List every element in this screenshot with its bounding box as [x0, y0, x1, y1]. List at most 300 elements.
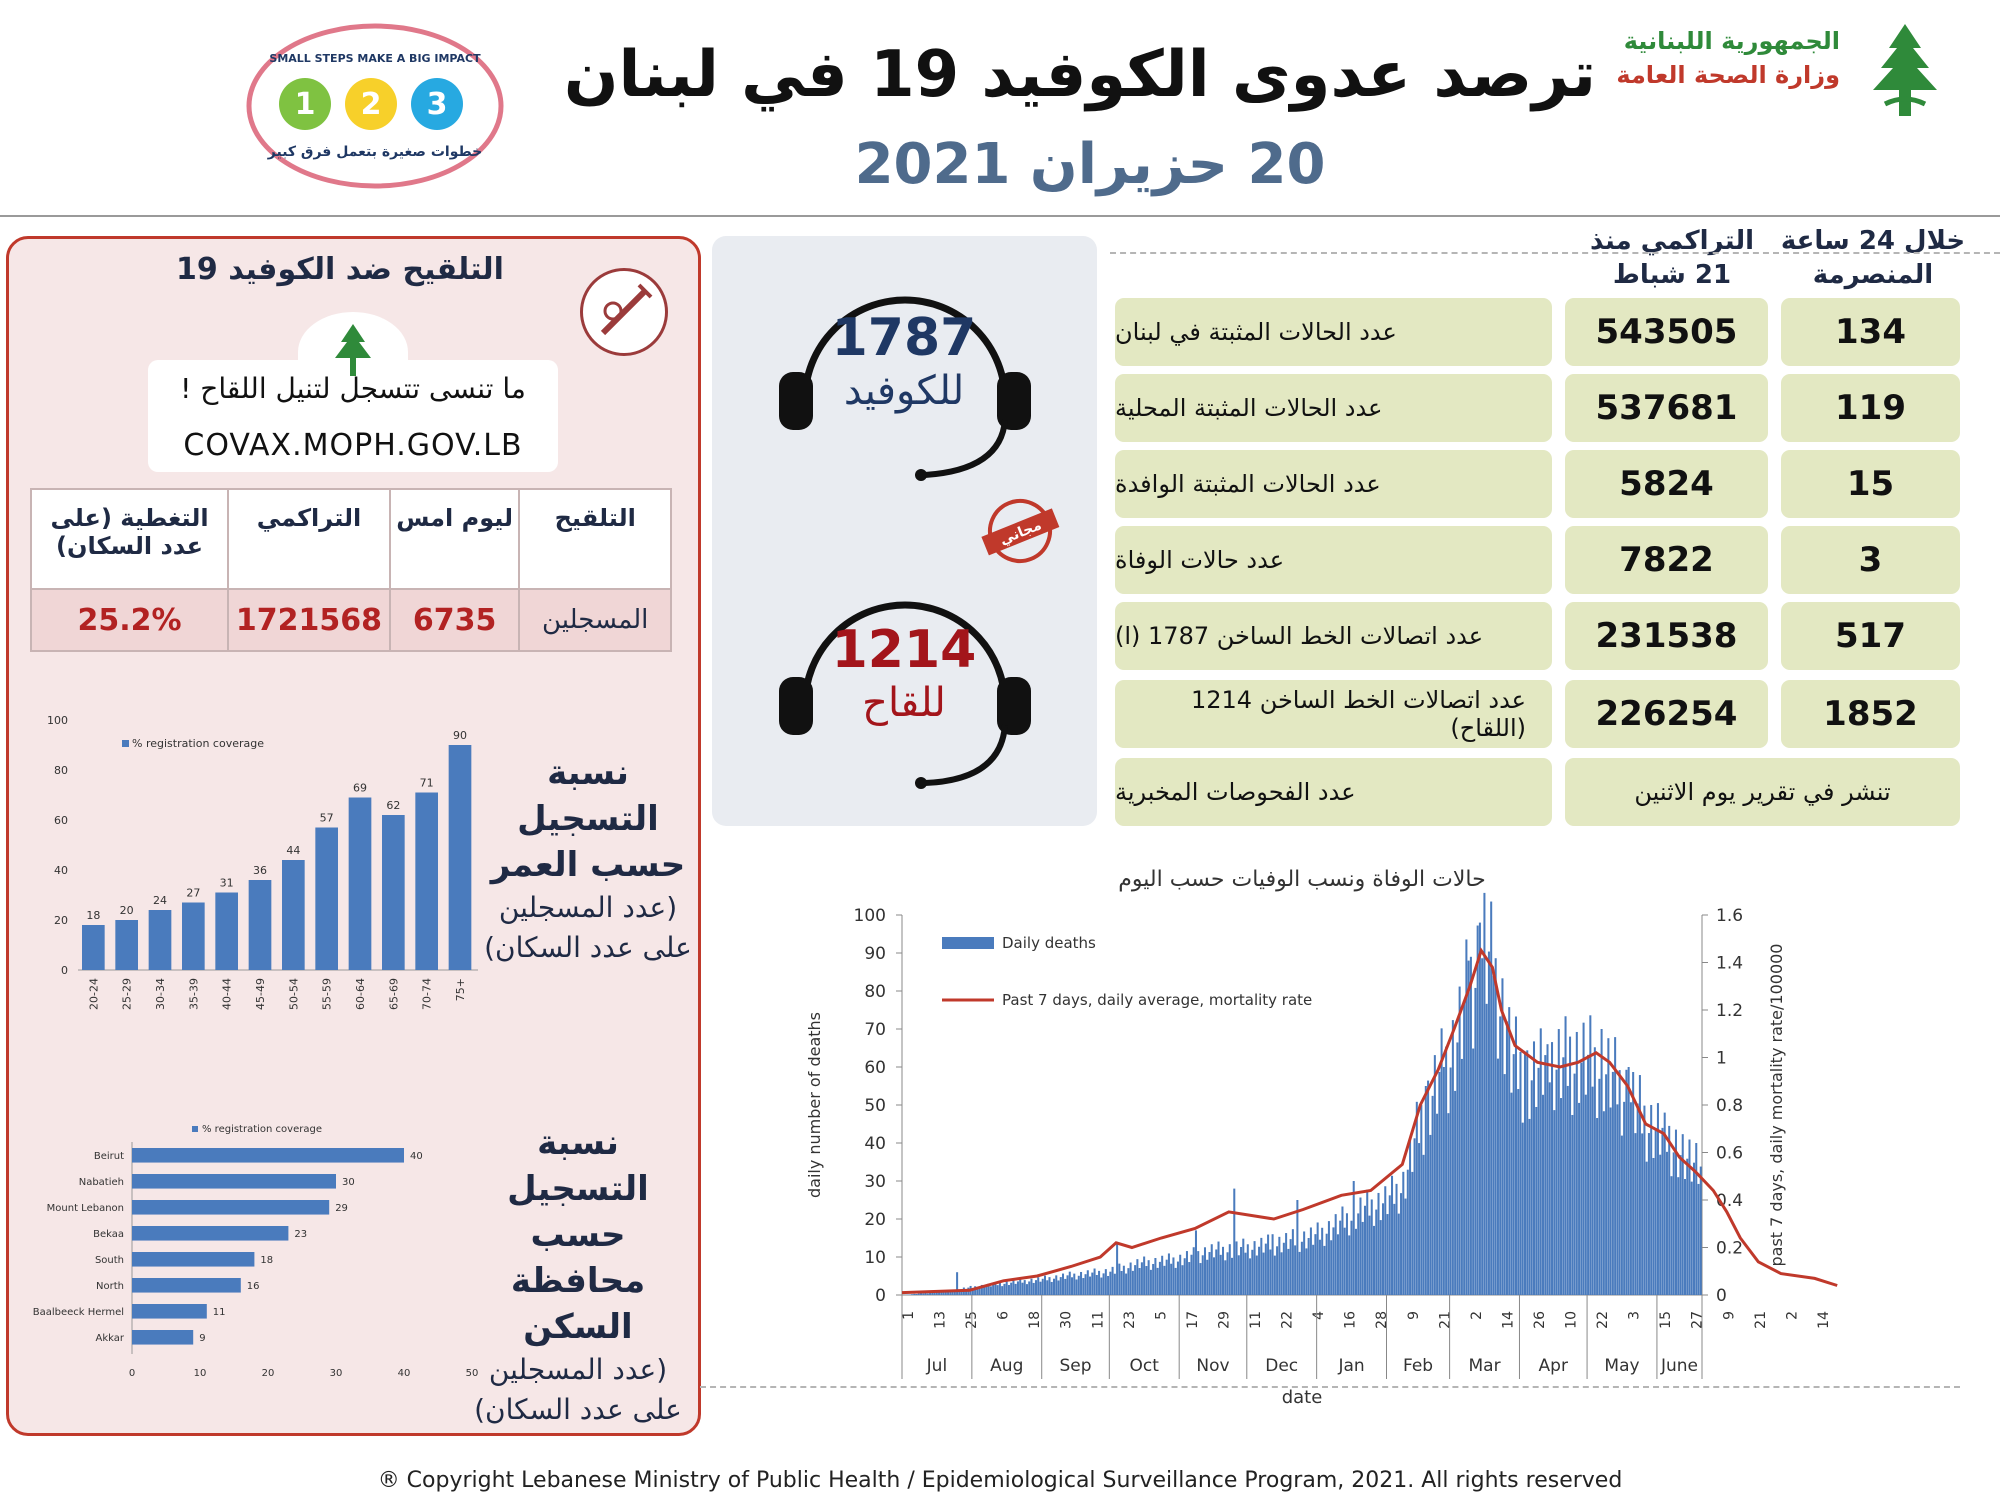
bar-value-label: 11: [212, 1307, 226, 1318]
daily-deaths-bar: [1700, 1167, 1702, 1295]
daily-deaths-bar: [1208, 1252, 1210, 1295]
bar-value-label: 57: [319, 811, 334, 825]
month-label: Oct: [1129, 1356, 1159, 1376]
daily-deaths-bar: [1359, 1198, 1361, 1295]
x-tick-label: 11: [1090, 1311, 1107, 1329]
daily-deaths-bar: [1213, 1257, 1215, 1295]
y-tick-label: 50: [864, 1096, 886, 1116]
daily-deaths-bar: [1037, 1277, 1039, 1295]
daily-deaths-bar: [1479, 923, 1481, 1295]
legend-label: % registration coverage: [132, 737, 264, 750]
daily-deaths-bar: [1434, 1055, 1436, 1295]
daily-deaths-bar: [1123, 1266, 1125, 1295]
daily-deaths-bar: [1389, 1195, 1391, 1295]
daily-deaths-bar: [1130, 1263, 1132, 1295]
daily-deaths-bar: [1630, 1102, 1632, 1295]
x-tick-label: 28: [1374, 1311, 1391, 1329]
daily-deaths-bar: [1655, 1130, 1657, 1295]
daily-deaths-bar: [1107, 1276, 1109, 1295]
daily-deaths-bar: [1337, 1234, 1339, 1295]
daily-deaths-bar: [1181, 1265, 1183, 1295]
header-last-24h: خلال 24 ساعة المنصرمة: [1780, 226, 1966, 290]
daily-deaths-bar: [1073, 1274, 1075, 1295]
daily-deaths-bar: [1344, 1228, 1346, 1295]
bar: [149, 910, 172, 970]
daily-deaths-bar: [1057, 1280, 1059, 1295]
daily-deaths-bar: [1456, 1042, 1458, 1295]
stat-label: عدد الحالات المثبتة الوافدة: [1115, 450, 1552, 518]
x-tick-label: 40-44: [220, 978, 234, 1010]
daily-deaths-bar: [1461, 1059, 1463, 1295]
daily-deaths-bar: [1522, 1123, 1524, 1295]
daily-deaths-bar: [1330, 1240, 1332, 1295]
y-tick-label: Nabatieh: [78, 1177, 124, 1188]
daily-deaths-bar: [1364, 1206, 1366, 1295]
daily-deaths-bar: [1513, 1054, 1515, 1295]
daily-deaths-bar: [1504, 1074, 1506, 1295]
governorate-chart-heading: نسبة التسجيل حسب محافظة السكن: [507, 1123, 649, 1347]
daily-deaths-bar: [1486, 1004, 1488, 1295]
daily-deaths-bar: [1087, 1270, 1089, 1295]
ministry-line-1: الجمهورية اللبنانية: [1623, 27, 1840, 55]
daily-deaths-bar: [1387, 1214, 1389, 1295]
daily-deaths-bar: [1272, 1234, 1274, 1295]
stat-cumulative: 5824: [1565, 450, 1768, 518]
table-row: [1115, 526, 1960, 594]
bar-value-label: 9: [199, 1333, 206, 1344]
stat-label: عدد الحالات المثبتة في لبنان: [1115, 298, 1552, 366]
age-chart-heading: نسبة التسجيل حسب العمر: [490, 753, 686, 885]
daily-deaths-bar: [997, 1285, 999, 1295]
daily-deaths-bar: [1346, 1213, 1348, 1295]
daily-deaths-bar: [1362, 1222, 1364, 1295]
daily-deaths-bar: [1495, 958, 1497, 1295]
daily-deaths-bar: [1224, 1260, 1226, 1295]
daily-deaths-bar: [1067, 1275, 1069, 1295]
bar: [282, 860, 305, 970]
daily-deaths-bar: [1549, 1082, 1551, 1295]
daily-deaths-bar: [1659, 1155, 1661, 1295]
y-right-tick-label: 1: [1716, 1048, 1727, 1069]
stat-label: عدد اتصالات الخط الساخن 1787 (ا): [1115, 602, 1552, 670]
stat-last-24h: 3: [1781, 526, 1960, 594]
daily-deaths-bar: [1152, 1264, 1154, 1295]
x-tick-label: 40: [397, 1368, 411, 1379]
daily-deaths-bar: [1184, 1258, 1186, 1295]
daily-deaths-bar: [1477, 926, 1479, 1295]
daily-deaths-bar: [1227, 1252, 1229, 1295]
daily-deaths-bar: [1256, 1256, 1258, 1295]
month-label: Apr: [1538, 1356, 1568, 1376]
daily-deaths-bar: [1670, 1176, 1672, 1295]
daily-deaths-bar: [1668, 1126, 1670, 1295]
daily-deaths-bar: [1425, 1086, 1427, 1295]
daily-deaths-bar: [1519, 1052, 1521, 1295]
x-tick-label: 4: [1311, 1311, 1328, 1320]
vaccine-hotline-label: للقاح: [862, 680, 946, 726]
month-label: May: [1604, 1356, 1640, 1376]
daily-deaths-bar: [1441, 1028, 1443, 1295]
daily-deaths-bar: [1634, 1133, 1636, 1295]
x-tick-label: 20-24: [87, 978, 101, 1010]
daily-deaths-bar: [1350, 1221, 1352, 1295]
legend-swatch: [192, 1126, 198, 1132]
x-tick-label: 3: [1626, 1311, 1643, 1320]
x-tick-label: 1: [901, 1311, 917, 1320]
daily-deaths-bar: [1294, 1245, 1296, 1295]
legend-label-rate: Past 7 days, daily average, mortality rate: [1002, 991, 1313, 1009]
y-tick-label: 0: [61, 964, 68, 977]
bar: [132, 1278, 241, 1293]
cedar-logo-icon: [1855, 20, 1955, 124]
y-tick-label: 30: [864, 1172, 886, 1192]
table-row: [1115, 758, 1960, 826]
y-tick-label: 10: [864, 1248, 886, 1268]
daily-deaths-bar: [1508, 1007, 1510, 1295]
daily-deaths-bar: [1373, 1226, 1375, 1295]
ministry-name: [1590, 24, 1840, 92]
cumulative-value: 1721568: [228, 589, 390, 651]
stat-cumulative: 7822: [1565, 526, 1768, 594]
daily-deaths-bar: [1551, 1042, 1553, 1295]
covax-link[interactable]: COVAX.MOPH.GOV.LB: [183, 428, 523, 463]
daily-deaths-bar: [1646, 1162, 1648, 1295]
daily-deaths-bar: [1326, 1234, 1328, 1295]
daily-deaths-bar: [1265, 1244, 1267, 1295]
bar: [132, 1304, 207, 1319]
y-tick-label: 0: [875, 1286, 886, 1306]
daily-deaths-bar: [1141, 1262, 1143, 1295]
header-cumulative: التراكمي منذ 21 شباط: [1589, 226, 1754, 290]
daily-deaths-bar: [1154, 1258, 1156, 1295]
stat-last-24h: 517: [1781, 602, 1960, 670]
daily-deaths-bar: [1139, 1268, 1141, 1295]
daily-deaths-bar: [1583, 1023, 1585, 1295]
y-right-axis-label: past 7 days, daily mortality rate/100000: [1767, 943, 1786, 1267]
vaccine-hotline-number: 1214: [831, 620, 977, 680]
daily-deaths-bar: [1211, 1244, 1213, 1295]
daily-deaths-bar: [1114, 1274, 1116, 1295]
daily-deaths-bar: [1569, 1037, 1571, 1295]
daily-deaths-bar: [1310, 1227, 1312, 1295]
stat-cumulative: 226254: [1565, 680, 1768, 748]
daily-deaths-bar: [1405, 1199, 1407, 1295]
daily-deaths-bar: [1578, 1103, 1580, 1295]
col-header-yesterday: ليوم امس: [390, 489, 520, 589]
daily-deaths-bar: [1292, 1229, 1294, 1295]
x-tick-label: 9: [1405, 1311, 1422, 1320]
stat-label: عدد الحالات المثبتة المحلية: [1115, 374, 1552, 442]
month-label: Feb: [1403, 1356, 1434, 1376]
daily-deaths-bar: [1003, 1284, 1005, 1295]
bar-value-label: 71: [419, 776, 434, 790]
y-right-tick-label: 0.8: [1716, 1096, 1744, 1116]
legend-label: % registration coverage: [202, 1124, 322, 1135]
stat-last-24h: 1852: [1781, 680, 1960, 748]
yesterday-value: 6735: [390, 589, 520, 651]
daily-deaths-bar: [1134, 1265, 1136, 1295]
y-right-tick-label: 0.2: [1716, 1238, 1744, 1259]
bar-value-label: 18: [86, 909, 101, 922]
bar: [132, 1330, 193, 1345]
legend-label-deaths: Daily deaths: [1002, 934, 1096, 952]
x-tick-label: 14: [1500, 1311, 1517, 1329]
x-tick-label: 13: [932, 1311, 949, 1329]
daily-deaths-bar: [1175, 1268, 1177, 1295]
bar: [382, 815, 405, 970]
daily-deaths-bar: [1621, 1136, 1623, 1295]
daily-deaths-bar: [1695, 1143, 1697, 1295]
daily-deaths-bar: [1540, 1028, 1542, 1295]
daily-deaths-bar: [1021, 1283, 1023, 1295]
daily-deaths-bar: [1535, 1107, 1537, 1295]
daily-deaths-bar: [1112, 1267, 1114, 1295]
stat-cumulative: 231538: [1565, 602, 1768, 670]
daily-deaths-bar: [1166, 1260, 1168, 1295]
step-2: 2: [360, 87, 382, 122]
bar: [132, 1226, 288, 1241]
campaign-slogan: SMALL STEPS MAKE A BIG IMPACT: [269, 52, 481, 65]
stat-cumulative: 537681: [1565, 374, 1768, 442]
daily-deaths-bar: [1026, 1284, 1028, 1295]
daily-deaths-bar: [1233, 1189, 1235, 1295]
vaccination-title: التلقيح ضد الكوفيد 19: [176, 252, 504, 287]
governorate-coverage-chart: [10, 1110, 479, 1380]
daily-deaths-bar: [1598, 1079, 1600, 1295]
x-tick-label: 0: [128, 1368, 136, 1379]
y-right-tick-label: 0: [1716, 1286, 1727, 1306]
bar: [182, 903, 205, 971]
daily-deaths-bar: [1202, 1255, 1204, 1295]
daily-deaths-bar: [1533, 1041, 1535, 1295]
daily-deaths-bar: [1679, 1155, 1681, 1295]
daily-deaths-bar: [1625, 1070, 1627, 1295]
x-tick-label: 9: [1721, 1311, 1738, 1320]
bar-value-label: 69: [353, 781, 367, 795]
daily-deaths-bar: [1071, 1277, 1073, 1295]
step-3: 3: [426, 87, 448, 122]
table-row: [1115, 602, 1960, 670]
x-tick-label: 50-54: [287, 978, 301, 1010]
legend-swatch: [122, 740, 129, 747]
daily-deaths-bar: [1677, 1177, 1679, 1295]
daily-deaths-bar: [1217, 1242, 1219, 1295]
daily-deaths-bar: [1296, 1200, 1298, 1295]
table-row: [1115, 680, 1960, 748]
daily-deaths-bar: [1238, 1255, 1240, 1295]
daily-deaths-bar: [1274, 1256, 1276, 1295]
x-tick-label: 10: [1563, 1311, 1580, 1329]
table-row: [1115, 450, 1960, 518]
daily-deaths-bar: [1641, 1133, 1643, 1295]
daily-deaths-bar: [1254, 1241, 1256, 1295]
bar-value-label: 16: [246, 1281, 260, 1292]
bar: [415, 793, 438, 971]
daily-deaths-bar: [1267, 1235, 1269, 1295]
daily-deaths-bar: [1526, 1050, 1528, 1295]
daily-deaths-bar: [1109, 1272, 1111, 1295]
daily-deaths-bar: [1046, 1280, 1048, 1295]
x-tick-label: 17: [1184, 1311, 1201, 1329]
toll-free-stamp-icon: [968, 494, 1072, 568]
stamp-label: مجاني: [997, 517, 1044, 549]
daily-deaths-bar: [992, 1284, 994, 1295]
x-tick-label: 21: [1752, 1311, 1769, 1329]
daily-deaths-bar: [1628, 1067, 1630, 1295]
x-tick-label: 55-59: [320, 978, 334, 1010]
daily-deaths-bar: [1319, 1240, 1321, 1295]
x-tick-label: 22: [1595, 1311, 1612, 1329]
daily-deaths-bar: [1664, 1113, 1666, 1295]
bar-value-label: 40: [410, 1151, 423, 1162]
page-title: ترصد عدوى الكوفيد 19 في لبنان: [563, 38, 1597, 112]
x-tick-label: 2: [1468, 1311, 1485, 1320]
x-tick-label: 2: [1784, 1311, 1801, 1320]
daily-deaths-bar: [1445, 1047, 1447, 1295]
covid-hotline-label: للكوفيد: [843, 368, 965, 414]
daily-deaths-bar: [1637, 1104, 1639, 1295]
bar: [315, 828, 338, 971]
y-right-tick-label: 1.6: [1716, 906, 1744, 926]
x-tick-label: 16: [1342, 1311, 1359, 1329]
daily-deaths-bar: [1605, 1074, 1607, 1295]
daily-deaths-bar: [1249, 1258, 1251, 1295]
y-tick-label: 70: [864, 1020, 886, 1040]
y-tick-label: Mount Lebanon: [46, 1203, 124, 1214]
x-tick-label: 6: [995, 1311, 1012, 1320]
daily-deaths-bar: [1452, 1020, 1454, 1295]
daily-deaths-bar: [1612, 1072, 1614, 1295]
daily-deaths-bar: [1328, 1221, 1330, 1295]
daily-deaths-bar: [1148, 1260, 1150, 1295]
stat-last-24h: 119: [1781, 374, 1960, 442]
daily-deaths-bar: [1472, 1049, 1474, 1295]
x-tick-label: 30-34: [154, 978, 167, 1010]
daily-deaths-bar: [1558, 1029, 1560, 1295]
daily-deaths-bar: [1335, 1214, 1337, 1295]
registered-label: المسجلين: [519, 589, 671, 651]
daily-deaths-bar: [1033, 1283, 1035, 1295]
x-tick-label: 45-49: [254, 978, 267, 1010]
bar: [215, 893, 238, 971]
daily-deaths-bar: [1121, 1271, 1123, 1295]
daily-deaths-bar: [1076, 1279, 1078, 1295]
month-label: Sep: [1059, 1356, 1092, 1376]
bar: [82, 925, 105, 970]
daily-deaths-bar: [1650, 1105, 1652, 1295]
daily-deaths-bar: [1044, 1276, 1046, 1295]
vaccine-syringe-icon: [580, 268, 668, 356]
bar: [132, 1200, 329, 1215]
daily-deaths-bar: [1001, 1286, 1003, 1295]
daily-deaths-bar: [1576, 1032, 1578, 1295]
daily-deaths-bar: [1661, 1128, 1663, 1295]
daily-deaths-bar: [1193, 1247, 1195, 1295]
daily-deaths-bar: [1432, 1096, 1434, 1295]
month-label: Mar: [1468, 1356, 1501, 1376]
daily-deaths-bar: [1601, 1029, 1603, 1295]
daily-deaths-bar: [1269, 1250, 1271, 1295]
daily-deaths-bar: [1332, 1227, 1334, 1295]
daily-deaths-bar: [1055, 1275, 1057, 1295]
daily-deaths-bar: [1393, 1204, 1395, 1295]
daily-deaths-bar: [1562, 1057, 1564, 1295]
y-tick-label: Akkar: [95, 1333, 124, 1344]
daily-deaths-bar: [1105, 1269, 1107, 1295]
daily-deaths-bar: [1382, 1203, 1384, 1295]
age-chart-title: [478, 750, 698, 968]
x-tick-label: 60-64: [354, 978, 367, 1010]
daily-deaths-bar: [1163, 1266, 1165, 1295]
daily-deaths-bar: [1384, 1186, 1386, 1295]
y-axis-label: daily number of deaths: [805, 1012, 824, 1198]
daily-deaths-bar: [1438, 1072, 1440, 1295]
daily-deaths-bar: [1188, 1262, 1190, 1295]
bar-value-label: 27: [186, 886, 201, 900]
daily-deaths-bar: [1168, 1253, 1170, 1295]
x-tick-label: 18: [1027, 1311, 1044, 1329]
daily-deaths-bar: [1587, 1055, 1589, 1295]
daily-deaths-bar: [1017, 1281, 1019, 1295]
chart-divider: [700, 1386, 1960, 1388]
daily-deaths-bar: [1402, 1172, 1404, 1295]
month-label: Dec: [1265, 1356, 1299, 1376]
month-label: Jul: [926, 1356, 948, 1376]
daily-deaths-bar: [1010, 1283, 1012, 1295]
daily-deaths-bar: [1276, 1246, 1278, 1295]
daily-deaths-bar: [1497, 1059, 1499, 1295]
x-tick-label: 10: [193, 1368, 207, 1379]
x-tick-label: 70-74: [420, 978, 434, 1010]
stat-last-24h: 15: [1781, 450, 1960, 518]
daily-deaths-bar: [1069, 1272, 1071, 1295]
daily-deaths-bar: [1418, 1143, 1420, 1295]
bar-value-label: 18: [260, 1255, 274, 1266]
daily-deaths-bar: [1015, 1284, 1017, 1295]
daily-deaths-bar: [1454, 1091, 1456, 1295]
daily-deaths-bar: [1652, 1158, 1654, 1295]
daily-deaths-bar: [1436, 1114, 1438, 1295]
x-tick-label: 22: [1279, 1311, 1296, 1329]
daily-deaths-bar: [1648, 1133, 1650, 1295]
daily-deaths-bar: [1283, 1243, 1285, 1295]
daily-deaths-bar: [1603, 1111, 1605, 1295]
daily-deaths-bar: [1287, 1249, 1289, 1295]
daily-deaths-bar: [1030, 1279, 1032, 1295]
daily-deaths-bar: [1416, 1102, 1418, 1295]
daily-deaths-bar: [1019, 1279, 1021, 1295]
daily-deaths-bar: [1051, 1282, 1053, 1295]
daily-deaths-bar: [1574, 1074, 1576, 1295]
table-row: [1115, 298, 1960, 366]
y-tick-label: 80: [864, 982, 886, 1002]
x-tick-label: 14: [1815, 1311, 1832, 1329]
daily-deaths-bar: [1348, 1235, 1350, 1295]
daily-deaths-bar: [916, 1294, 918, 1295]
y-tick-label: 80: [54, 764, 68, 777]
daily-deaths-bar: [1314, 1234, 1316, 1295]
daily-deaths-bar: [1357, 1213, 1359, 1295]
daily-deaths-bar: [1553, 1110, 1555, 1295]
x-tick-label: 30: [329, 1368, 343, 1379]
daily-deaths-bar: [1619, 1070, 1621, 1295]
stat-cumulative: 543505: [1565, 298, 1768, 366]
col-header-coverage: التغطية (على عدد السكان): [31, 489, 228, 589]
daily-deaths-bar: [1308, 1238, 1310, 1295]
daily-deaths-bar: [927, 1293, 929, 1295]
legend-swatch-deaths: [942, 937, 994, 949]
chart-title: حالات الوفاة ونسب الوفيات حسب اليوم: [1118, 867, 1486, 892]
